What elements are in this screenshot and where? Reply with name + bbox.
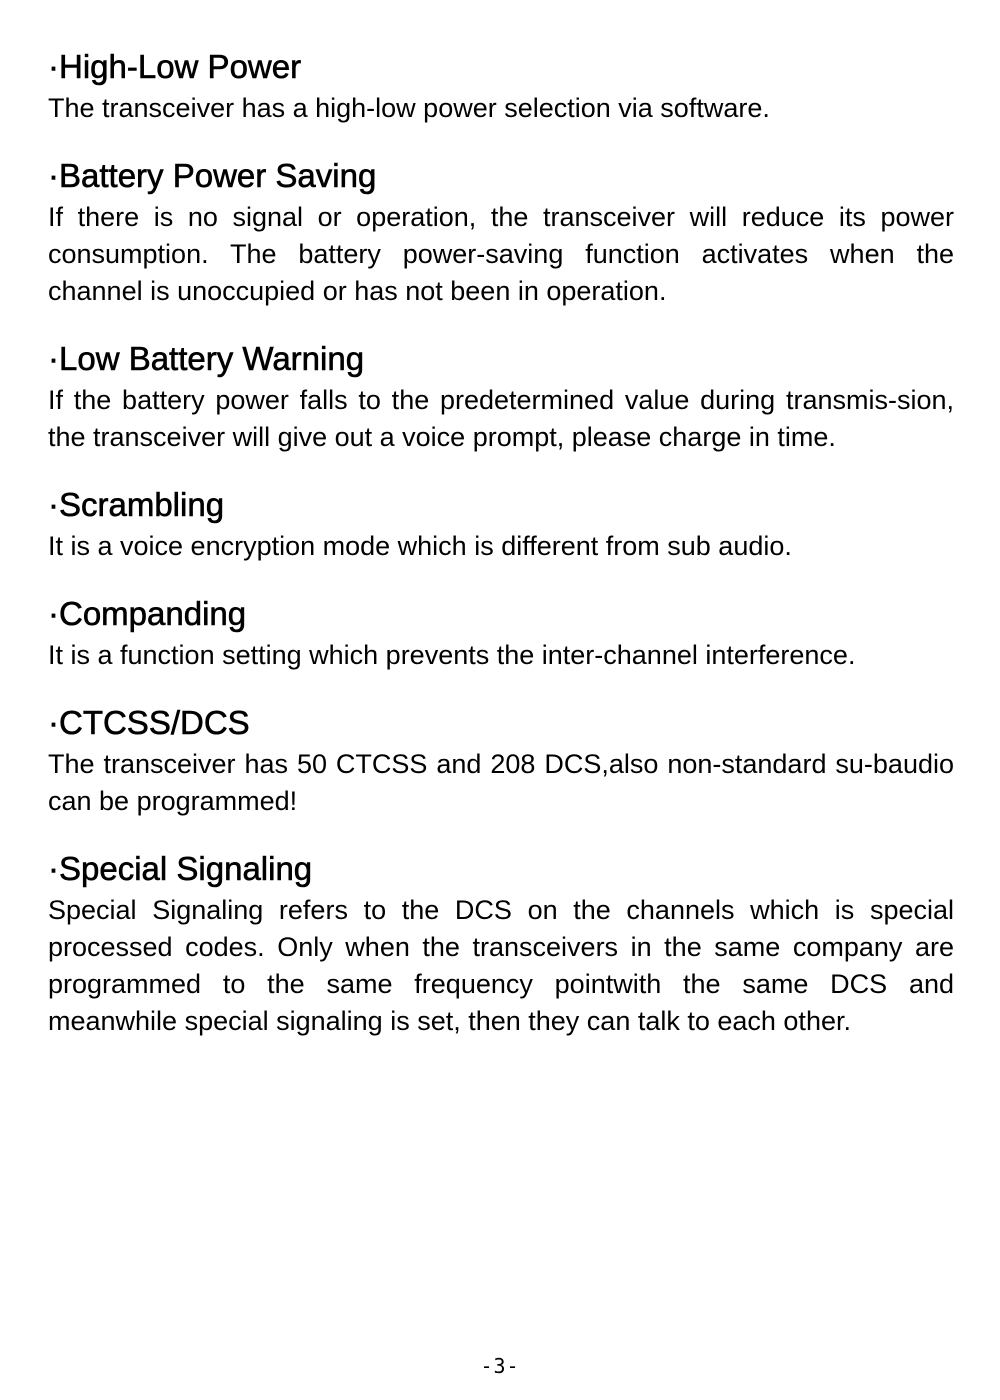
document-page	[48, 44, 954, 1066]
section-heading: ·Low Battery Warning	[48, 340, 365, 377]
section-heading: ·Companding	[48, 595, 247, 632]
section-battery-power-saving	[48, 153, 954, 310]
section-ctcss-dcs	[48, 700, 954, 820]
section-special-signaling	[48, 846, 954, 1040]
section-body: Special Signaling refers to the DCS on the channels which is special processed codes. Only when the transceivers in the same company are programmed to the same frequency pointwith the same DCS and meanwhile special signaling is set, then they can talk to each other.	[48, 895, 954, 1036]
section-high-low-power	[48, 44, 954, 127]
section-heading: ·CTCSS/DCS	[48, 704, 250, 741]
section-heading: ·High-Low Power	[48, 48, 302, 85]
section-low-battery-warning	[48, 336, 954, 456]
section-body: If the battery power falls to the predetermined value during transmis-sion, the transceiver will give out a voice prompt, please charge in time.	[48, 385, 954, 452]
section-heading: ·Special Signaling	[48, 850, 313, 887]
section-body: It is a function setting which prevents the inter-channel interference.	[48, 640, 856, 670]
section-body: It is a voice encryption mode which is different from sub audio.	[48, 531, 792, 561]
section-heading: ·Battery Power Saving	[48, 157, 377, 194]
section-companding	[48, 591, 954, 674]
section-body: The transceiver has a high-low power selection via software.	[48, 93, 770, 123]
section-body: If there is no signal or operation, the transceiver will reduce its power consumption. The battery power-saving function activates when the channel is unoccupied or has not been in operation.	[48, 202, 954, 306]
section-scrambling	[48, 482, 954, 565]
section-heading: ·Scrambling	[48, 486, 225, 523]
page-number: -3-	[480, 1354, 520, 1378]
section-body: The transceiver has 50 CTCSS and 208 DCS,also non-standard su-baudio can be programmed!	[48, 749, 954, 816]
